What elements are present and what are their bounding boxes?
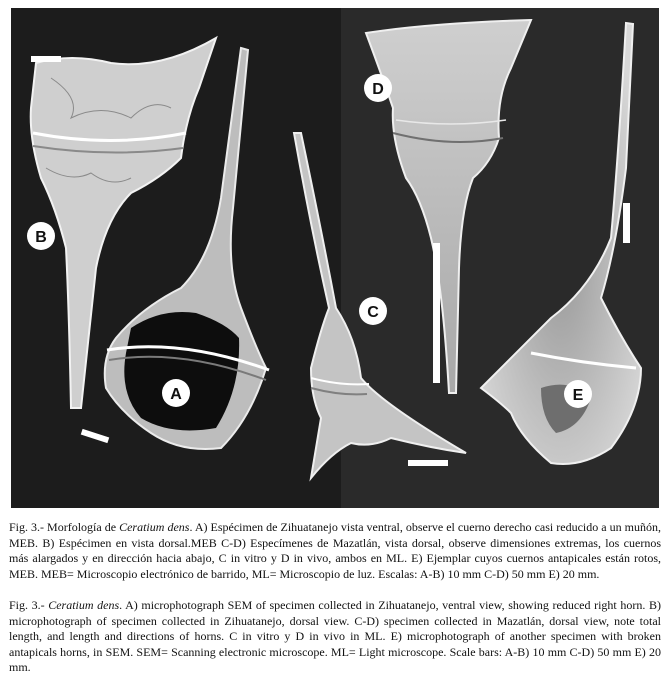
caption-en-body: . A) microphotograph SEM of specimen collected in Zihuatanejo, ventral view, showing reduced right horn. B) microphotograph of specimen collected in Zihuatanejo, dorsal view. C-D) specimen collected in Mazatlán, dorsal view, note total length, and length and directions of horns. C in vitro y D in vivo in ML. E) microphotograph of another specimen with broken antapicals horns, in SEM. SEM= Scanning electronic microscope. ML= Light microscope. Scale bars: A-B) 10 mm C-D) 50 mm E) 20 mm.	[9, 598, 661, 674]
svg-text:E: E	[572, 387, 584, 404]
caption-es-species: Ceratium dens	[119, 520, 190, 534]
panel-label-e	[564, 380, 592, 408]
scale-bar-e	[623, 203, 630, 243]
scale-bar-d	[433, 243, 440, 383]
micrograph-composite	[11, 8, 659, 508]
svg-text:A: A	[170, 386, 182, 403]
panel-label-d	[364, 74, 392, 102]
caption-es-prefix: Fig. 3.- Morfología de	[9, 520, 120, 534]
svg-text:D: D	[372, 81, 384, 98]
svg-text:C: C	[367, 304, 379, 321]
scale-bar-c	[408, 460, 448, 466]
scale-bar-b	[31, 56, 61, 62]
svg-text:B: B	[35, 229, 47, 246]
caption-en-prefix: Fig. 3.-	[9, 598, 49, 612]
caption-es-body: . A) Espécimen de Zihuatanejo vista ventral, observe el cuerno derecho casi reducido a un muñón, MEB. B) Espécimen en vista dorsal.MEB C-D) Especímenes de Mazatlán, vista dorsal, observe dimensiones extremas, los cuernos más alargados y en dirección hacia abajo, C in vitro y D in vivo, ambos en ML. E) Ejemplar cuyos cuernos antapicales están rotos, MEB. MEB= Microscopio electrónico de barrido, ML= Microscopio de luz. Escalas: A-B) 10 mm C-D) 50 mm E) 20 mm.	[9, 520, 661, 581]
figure-caption-spanish	[9, 520, 661, 582]
caption-en-species: Ceratium dens	[48, 598, 120, 612]
panel-label-a	[162, 379, 190, 407]
figure-caption-english	[9, 598, 661, 676]
panel-label-b	[27, 222, 55, 250]
panel-label-c	[359, 297, 387, 325]
figure-photo-panel	[11, 8, 659, 508]
